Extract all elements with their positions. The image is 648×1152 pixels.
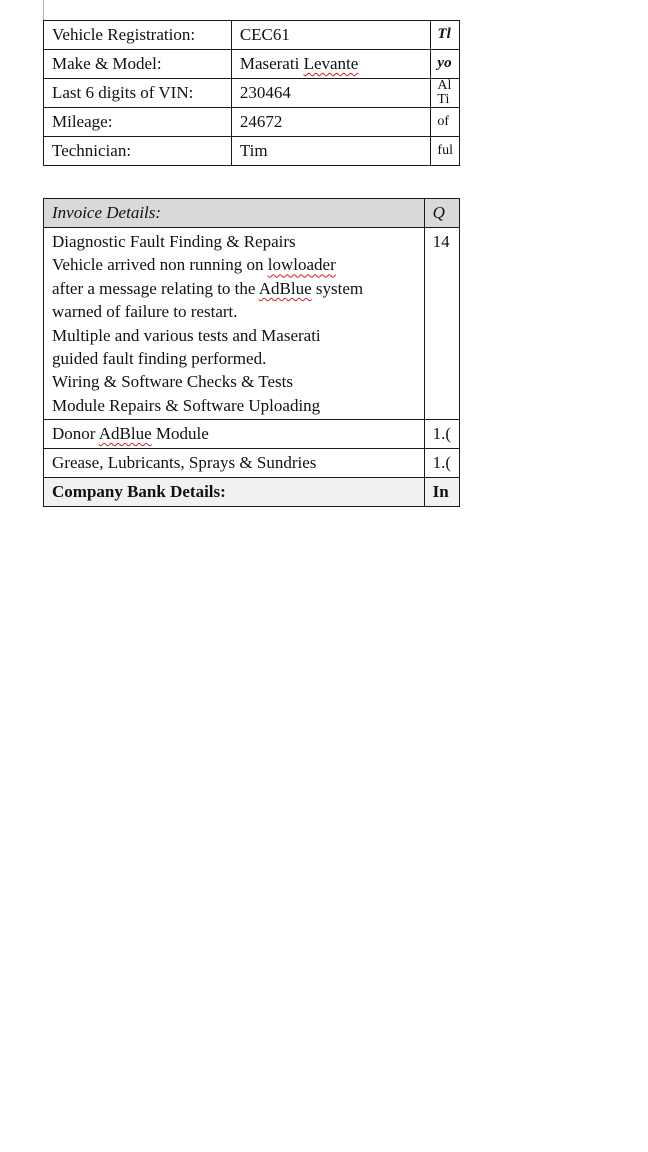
description-line: guided fault finding performed.	[52, 348, 267, 368]
bank-details-right: In	[424, 478, 459, 507]
vehicle-value: 24672	[231, 108, 431, 137]
page-edge	[43, 0, 44, 20]
vehicle-row-vin	[44, 79, 460, 108]
spellcheck-flagged-word: Levante	[303, 54, 359, 73]
invoice-item-diagnostic	[44, 228, 460, 420]
invoice-header-row	[44, 199, 460, 228]
document-page	[0, 0, 460, 502]
vehicle-row-make-model	[44, 50, 460, 79]
invoice-header-label: Invoice Details:	[44, 199, 425, 228]
text-run: Module	[151, 424, 209, 444]
side-note-fragment: Tl	[431, 21, 460, 50]
bank-details-row	[44, 478, 460, 507]
qty-header: Q	[424, 199, 459, 228]
description-line: Wiring & Software Checks & Tests	[52, 372, 293, 392]
spellcheck-flagged-word: lowloader	[267, 255, 336, 275]
vehicle-label: Vehicle Registration:	[44, 21, 232, 50]
item-qty: 1.(	[424, 420, 459, 449]
bank-details-label: Company Bank Details:	[44, 478, 425, 507]
side-note-line: Ti	[437, 92, 450, 107]
vehicle-value: Tim	[231, 137, 431, 166]
text-run: Donor	[52, 424, 99, 444]
description-line: warned of failure to restart.	[52, 302, 238, 322]
side-note-line: Al	[437, 78, 452, 93]
item-qty: 1.(	[424, 449, 459, 478]
item-description: Grease, Lubricants, Sprays & Sundries	[44, 449, 425, 478]
item-description	[44, 420, 425, 449]
vehicle-row-registration	[44, 21, 460, 50]
vehicle-label: Technician:	[44, 137, 232, 166]
text-run: Vehicle arrived non running on	[52, 255, 268, 275]
item-description	[44, 228, 425, 420]
text-run: system	[311, 278, 364, 298]
side-note-fragment: of	[431, 108, 460, 137]
spellcheck-flagged-word: AdBlue	[98, 424, 152, 444]
invoice-item-sundries	[44, 449, 460, 478]
value-text: Maserati	[239, 54, 304, 73]
vehicle-details-table	[43, 20, 460, 166]
item-qty: 14	[424, 228, 459, 420]
vehicle-label: Last 6 digits of VIN:	[44, 79, 232, 108]
spellcheck-flagged-word: AdBlue	[258, 278, 312, 298]
invoice-item-donor-module	[44, 420, 460, 449]
description-line	[52, 277, 416, 300]
vehicle-label: Make & Model:	[44, 50, 232, 79]
vehicle-row-technician	[44, 137, 460, 166]
vehicle-value: CEC61	[231, 21, 431, 50]
vehicle-value: 230464	[231, 79, 431, 108]
side-note-fragment: ful	[431, 137, 460, 166]
invoice-details-table	[43, 198, 460, 507]
side-note-fragment: yo	[431, 50, 460, 79]
description-line: Multiple and various tests and Maserati	[52, 325, 321, 345]
description-line: Diagnostic Fault Finding & Repairs	[52, 232, 296, 251]
text-run: after a message relating to the	[52, 278, 259, 298]
description-line	[52, 253, 416, 276]
vehicle-row-mileage	[44, 108, 460, 137]
vehicle-label: Mileage:	[44, 108, 232, 137]
vehicle-value	[231, 50, 431, 79]
side-note-fragment	[431, 79, 460, 108]
description-line: Module Repairs & Software Uploading	[52, 395, 321, 415]
